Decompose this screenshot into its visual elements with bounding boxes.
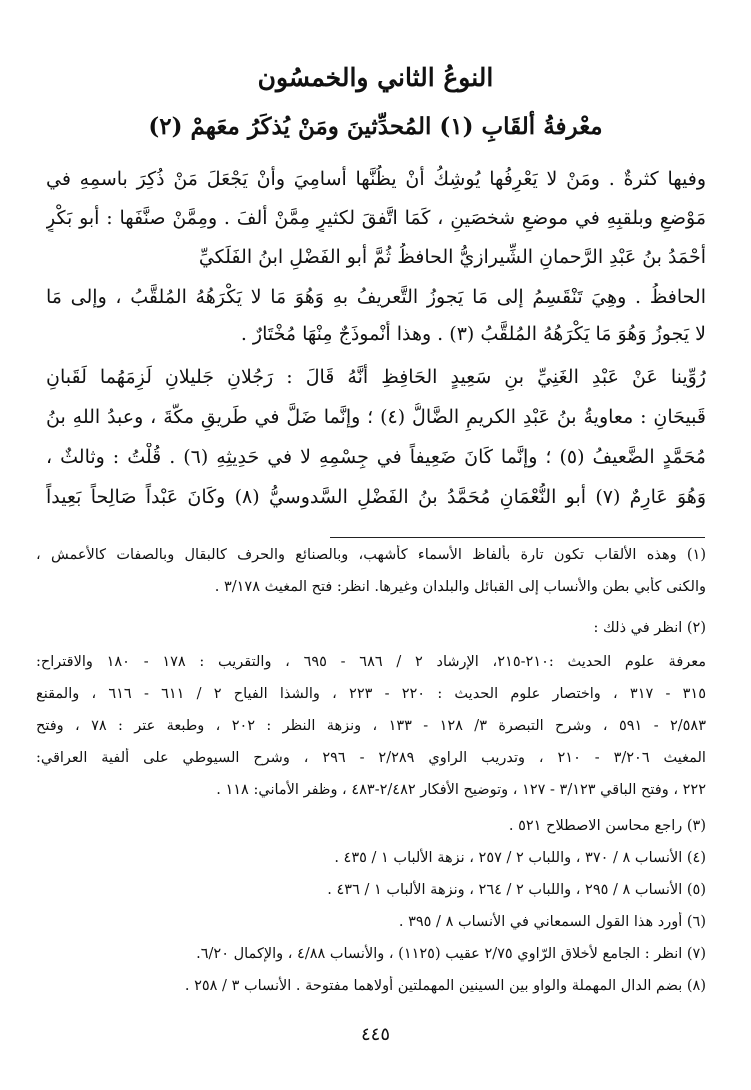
body-line-6: رُوِّينا عَنْ عَبْدِ الغَنِيِّ بنِ سَعِيدٍ الحَافِظِ أنَّهُ قَالَ : رَجُلانِ جَليلانِ لَزِمَهُما لَقَبانِ [46,366,706,388]
body-line-7: قَبيحَانِ : معاويةُ بنُ عَبْدِ الكريمِ الضَّالُّ (٤) ؛ وإنَّما ضَلَّ في طَريقِ مكَّةَ ، وعبدُ اللهِ بنُ [46,406,706,428]
footnote-1-line-1: (١) وهذه الألقاب تكون تارة بألفاظ الأسماء كأشهب، وبالصنائع والحرف كالبقال وبالصفات كالأعمش ، [36,547,706,563]
footnote-8: (٨) بضم الدال المهملة والواو بين السينين المهملتين أولاهما مفتوحة . الأنساب ٣ / ٢٥٨ . [184,978,706,994]
footnote-2-line-2: ٣١٥ - ٣١٧ ، واختصار علوم الحديث : ٢٢٠ - ٢٢٣ ، والشذا الفياح ٢ / ٦١١ - ٦١٦ ، والمقنع [36,686,706,702]
body-line-9: وَهُوَ عَارِمٌ (٧) أبو النُّعْمَانِ مُحَمَّدُ بنُ الفَضْلِ السَّدوسيُّ (٨) وكَانَ عَبْداً صَالِحاً بَعِيداً [46,486,706,508]
footnote-2-line-4: المغيث ٣/٢٠٦ - ٢١٠ ، وتدريب الراوي ٢/٢٨٩ - ٢٩٦ ، وشرح السيوطي على ألفية العراقي: [36,750,706,766]
page-number: ٤٤٥ [360,1024,390,1045]
body-line-1: وفيها كثرةٌ . ومَنْ لا يَعْرِفُها يُوشِكُ أنْ يظُنَّها أسامِيَ وأنْ يَجْعَلَ مَنْ ذُكِرَ باسمِهِ في [46,168,706,190]
footnote-1-line-2: والكنى كأبي بطن والأنساب إلى القبائل والبلدان وغيرها. انظر: فتح المغيث ٣/١٧٨ . [214,579,706,595]
footnote-2-line-1: معرفة علوم الحديث :٢١٠-٢١٥، الإرشاد ٢ / ٦٨٦ - ٦٩٥ ، والتقريب : ١٧٨ - ١٨٠ والاقتراح: [36,654,706,670]
footnote-5: (٥) الأنساب ٨ / ٢٩٥ ، واللباب ٢ / ٢٦٤ ، ونزهة الألباب ١ / ٤٣٦ . [327,882,706,898]
chapter-title: النوعُ الثاني والخمسُون [257,63,494,92]
footnote-2-line-3: ٢/٥٨٣ - ٥٩١ ، وشرح التبصرة ٣/ ١٢٨ - ١٣٣ ، ونزهة النظر : ٢٠٢ ، وطبعة عتر : ٧٨ ، وفتح [36,718,706,734]
footnote-2-heading: (٢) انظر في ذلك : [593,620,706,636]
body-line-5: لا يَجوزُ وَهُوَ مَا يَكْرَهُهُ المُلقَّبُ (٣) . وهذا أُنْموذَجٌ مِنْهَا مُخْتَارٌ . [240,323,706,345]
footnote-3: (٣) راجع محاسن الاصطلاح ٥٢١ . [508,818,706,834]
body-line-3: أحْمَدُ بنُ عَبْدِ الرَّحمانِ الشِّيرازيُّ الحافظُ ثُمَّ أبو الفَضْلِ ابنُ الفَلَكيِّ [198,246,706,268]
body-line-2: مَوْضعٍ وبلقبِهِ في موضعٍ شخصَينِ ، كَمَا اتَّفقَ لكثيرٍ مِمَّنْ ألفَ . ومِمَّنْ صنَّفَها : أبو بَكْرٍ [46,207,706,229]
chapter-subtitle: معْرفةُ ألقَابِ (١) المُحدِّثينَ ومَنْ يُذكَرُ معَهمْ (٢) [148,113,603,140]
footnote-4: (٤) الأنساب ٨ / ٣٧٠ ، واللباب ٢ / ٢٥٧ ، نزهة الألباب ١ / ٤٣٥ . [334,850,706,866]
footnote-2-line-5: ٢٢٢ ، وفتح الباقي ٣/١٢٣ - ١٢٧ ، وتوضيح الأفكار ٢/٤٨٢-٤٨٣ ، وظفر الأماني: ١١٨ . [216,782,706,798]
footnote-divider [330,537,705,538]
footnote-6: (٦) أورد هذا القول السمعاني في الأنساب ٨ / ٣٩٥ . [398,914,706,930]
body-line-8: مُحَمَّدٍ الضَّعيفُ (٥) ؛ وإنَّما كَانَ ضَعِيفاً في جِسْمِهِ لا في حَدِيثِهِ (٦) . قُلْتُ : وثالثٌ ، [46,446,706,468]
body-line-4: الحافظُ . وهِيَ تَنْقَسِمُ إلى مَا يَجوزُ التَّعريفُ بهِ وَهُوَ مَا لا يَكْرَهُهُ المُلقَّبُ ، وإلى مَا [46,286,706,308]
footnote-7: (٧) انظر : الجامع لأخلاق الرّاوي ٢/٧٥ عقيب (١١٢٥) ، والأنساب ٤/٨٨ ، والإكمال ٦/٢٠. [196,946,706,962]
